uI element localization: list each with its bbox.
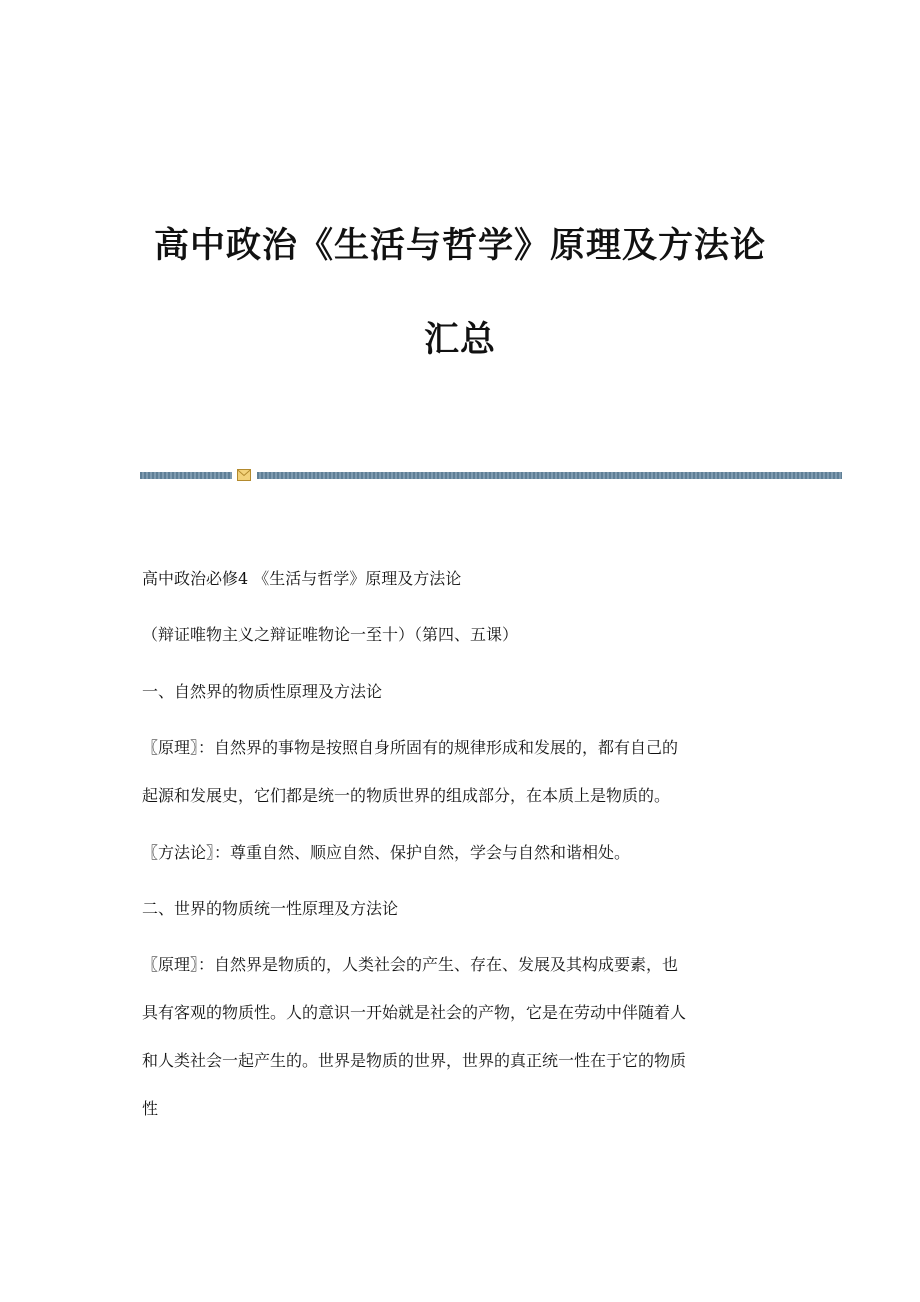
paragraph-principle-2b: 具有客观的物质性。人的意识一开始就是社会的产物，它是在劳动中伴随着人	[142, 1003, 687, 1022]
paragraph-method-1: 〖方法论〗：尊重自然、顺应自然、保护自然，学会与自然和谐相处。	[142, 843, 631, 862]
divider-bar-right	[257, 472, 842, 479]
paragraph-principle-2c: 和人类社会一起产生的。世界是物质的世界，世界的真正统一性在于它的物质	[142, 1051, 687, 1070]
envelope-icon	[237, 469, 251, 481]
paragraph-principle-1a: 〖原理〗：自然界的事物是按照自身所固有的规律形成和发展的，都有自己的	[142, 738, 679, 757]
document-title-line-1: 高中政治《生活与哲学》原理及方法论	[153, 226, 766, 266]
paragraph-subtitle: 高中政治必修4 《生活与哲学》原理及方法论	[142, 569, 462, 588]
divider-bar-left	[140, 472, 232, 479]
title-divider	[140, 468, 842, 482]
section-heading-1: 一、自然界的物质性原理及方法论	[142, 682, 383, 701]
paragraph-principle-2d: 性	[142, 1099, 159, 1118]
paragraph-scope: （辩证唯物主义之辩证唯物论一至十）（第四、五课）	[142, 625, 519, 644]
paragraph-principle-2a: 〖原理〗：自然界是物质的，人类社会的产生、存在、发展及其构成要素，也	[142, 955, 679, 974]
section-heading-2: 二、世界的物质统一性原理及方法论	[142, 899, 399, 918]
document-title-line-2: 汇总	[423, 320, 496, 360]
paragraph-principle-1b: 起源和发展史，它们都是统一的物质世界的组成部分，在本质上是物质的。	[142, 786, 671, 805]
